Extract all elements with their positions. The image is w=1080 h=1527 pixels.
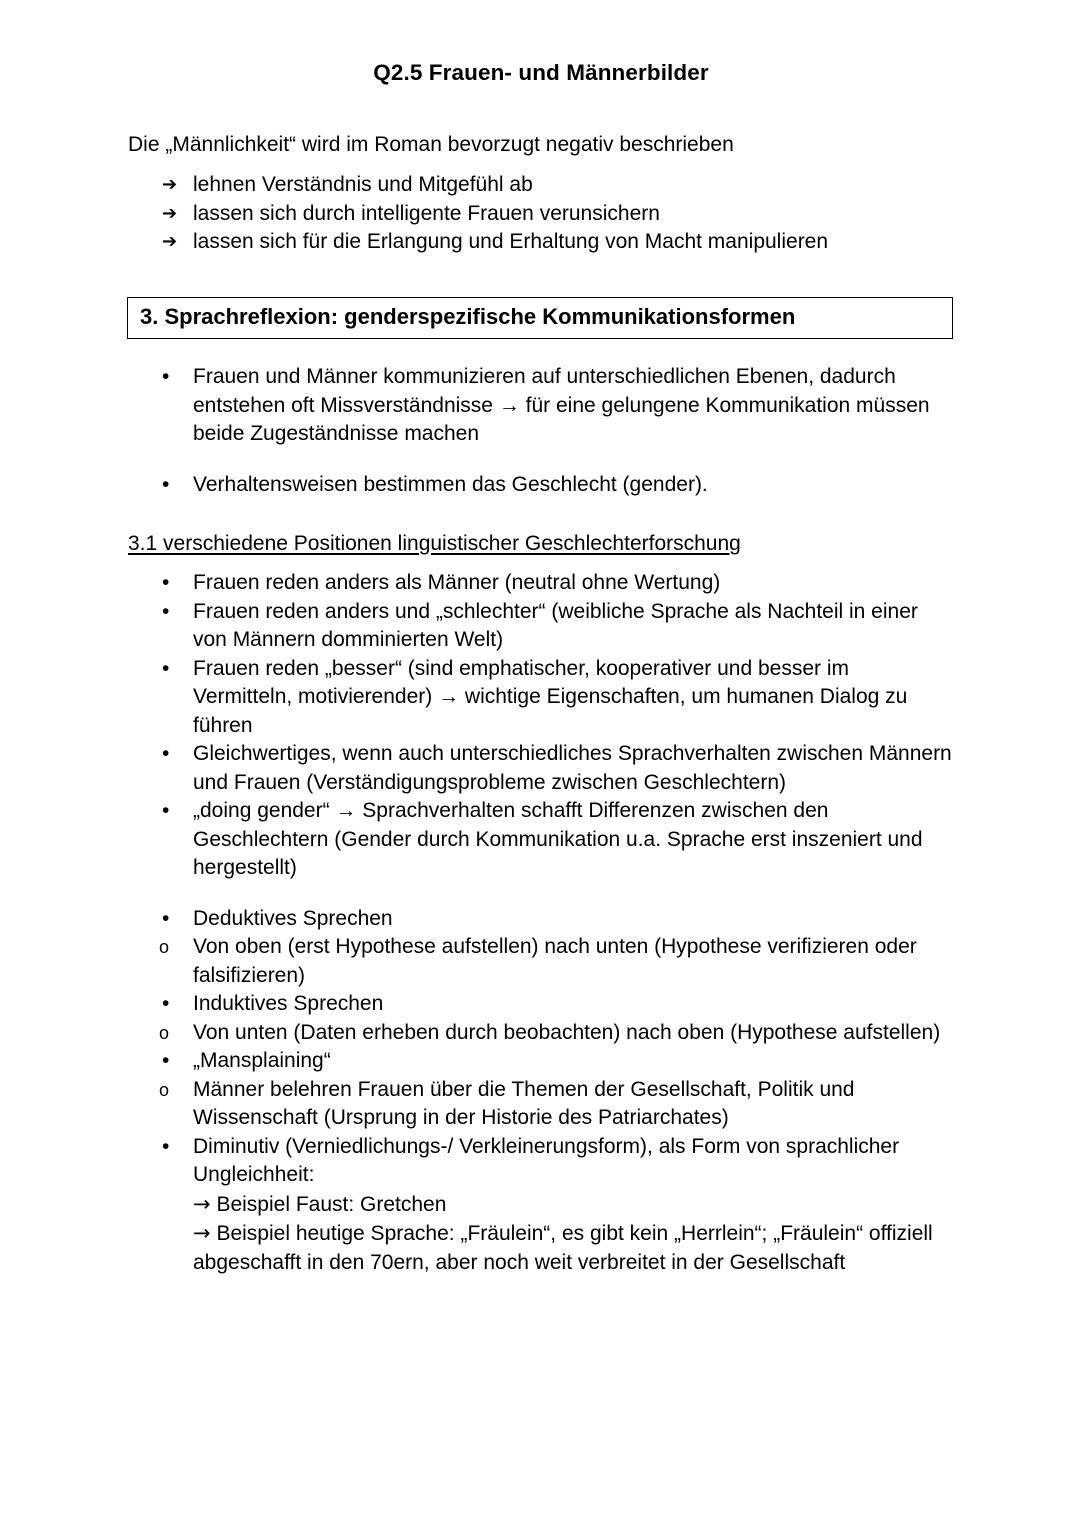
list-item-text: Verhaltensweisen bestimmen das Geschlecht (gender). bbox=[193, 472, 708, 496]
list-item-text: Gleichwertiges, wenn auch unterschiedliches Sprachverhalten zwischen Männern und Frauen (Verständigungsprobleme zwischen Geschlechtern) bbox=[193, 742, 952, 794]
list-item bbox=[128, 1047, 954, 1076]
bullet-dot-icon: • bbox=[162, 906, 170, 930]
sub-section-heading-3-1: 3.1 verschiedene Positionen linguistischer Geschlechterforschung bbox=[128, 532, 741, 555]
bullet-dot-icon: • bbox=[162, 799, 170, 822]
bullet-dot-icon: • bbox=[162, 472, 170, 496]
circle-bullet-icon: o bbox=[159, 1022, 170, 1043]
section-3-bullet-list bbox=[128, 363, 954, 499]
circle-bullet-icon: o bbox=[159, 937, 170, 957]
list-item-text: Frauen reden anders und „schlechter“ (weibliche Sprache als Nachteil in einer von Männern domminierten Welt) bbox=[193, 599, 918, 651]
list-item bbox=[128, 569, 954, 598]
bullet-dot-icon: • bbox=[162, 742, 170, 765]
arrow-right-icon: → bbox=[193, 1221, 211, 1245]
section-heading-boxed: 3. Sprachreflexion: genderspezifische Kommunikationsformen bbox=[127, 297, 953, 339]
sub-bullet-list bbox=[128, 1019, 954, 1048]
list-item-text: Von unten (Daten erheben durch beobachten) nach oben (Hypothese aufstellen) bbox=[193, 1020, 941, 1044]
circle-bullet-icon: o bbox=[159, 1079, 170, 1100]
list-item bbox=[153, 1019, 954, 1048]
list-item-text: Frauen und Männer kommunizieren auf unterschiedlichen Ebenen, dadurch entstehen oft Missverständnisse → für eine gelungene Kommunikation müssen beide Zugeständnisse machen bbox=[193, 365, 930, 445]
example-text: Beispiel heutige Sprache: „Fräulein“, es gibt kein „Herrlein“; „Fräulein“ offiziell abgeschafft in den 70ern, aber noch weit verbreitet in der Gesellschaft bbox=[193, 1222, 933, 1274]
list-item-text: Induktives Sprechen bbox=[193, 992, 384, 1015]
list-item-text: „doing gender“ → Sprachverhalten schafft Differenzen zwischen den Geschlechtern (Gender durch Kommunikation u.a. Sprache erst inszeniert und hergestellt) bbox=[193, 799, 923, 879]
list-item bbox=[128, 363, 954, 449]
list-item-text: lassen sich für die Erlangung und Erhaltung von Macht manipulieren bbox=[193, 230, 829, 253]
positions-bullet-list bbox=[128, 569, 954, 1277]
list-item-text: „Mansplaining“ bbox=[193, 1049, 331, 1072]
list-item-text: Frauen reden anders als Männer (neutral ohne Wertung) bbox=[193, 571, 721, 594]
bullet-dot-icon: • bbox=[162, 571, 170, 594]
bullet-dot-icon: • bbox=[162, 992, 170, 1015]
bullet-dot-icon: • bbox=[162, 365, 170, 388]
page-title: Q2.5 Frauen- und Männerbilder bbox=[373, 60, 709, 85]
example-line-2 bbox=[193, 1219, 954, 1277]
bullet-dot-icon: • bbox=[162, 656, 170, 680]
arrow-right-icon: ➔ bbox=[162, 174, 178, 195]
list-item bbox=[128, 228, 954, 257]
bullet-dot-icon: • bbox=[162, 1134, 170, 1158]
sub-bullet-list bbox=[128, 1076, 954, 1133]
list-item bbox=[153, 933, 954, 990]
list-item-text: lassen sich durch intelligente Frauen verunsichern bbox=[193, 201, 660, 225]
list-item bbox=[128, 797, 954, 883]
bullet-dot-icon: • bbox=[162, 1049, 170, 1072]
list-item-text: Frauen reden „besser“ (sind emphatischer, kooperativer und besser im Vermitteln, motivierender) → wichtige Eigenschaften, um humanen Dialog zu führen bbox=[193, 656, 908, 737]
list-item-text: Von oben (erst Hypothese aufstellen) nach unten (Hypothese verifizieren oder falsifizieren) bbox=[193, 935, 917, 987]
arrow-bullet-list bbox=[128, 171, 954, 257]
arrow-right-icon: ➔ bbox=[162, 231, 178, 252]
list-item bbox=[128, 740, 954, 797]
list-item bbox=[128, 598, 954, 655]
arrow-right-icon: ➔ bbox=[162, 202, 178, 224]
list-item bbox=[128, 171, 954, 200]
list-item-text: Deduktives Sprechen bbox=[193, 906, 393, 930]
list-item-text: lehnen Verständnis und Mitgefühl ab bbox=[193, 173, 533, 196]
arrow-right-icon: → bbox=[193, 1191, 211, 1216]
list-item bbox=[128, 1133, 954, 1278]
list-item bbox=[128, 200, 954, 229]
list-item bbox=[128, 655, 954, 741]
bullet-dot-icon: • bbox=[162, 599, 170, 623]
list-item-text: Männer belehren Frauen über die Themen der Gesellschaft, Politik und Wissenschaft (Ursprung in der Historie des Patriarchates) bbox=[193, 1077, 855, 1129]
example-text: Beispiel Faust: Gretchen bbox=[216, 1192, 447, 1216]
list-item bbox=[128, 905, 954, 934]
intro-paragraph: Die „Männlichkeit“ wird im Roman bevorzugt negativ beschrieben bbox=[128, 133, 734, 156]
list-item-text-continued: Ungleichheit: bbox=[193, 1163, 315, 1186]
list-item bbox=[128, 990, 954, 1019]
list-item bbox=[153, 1076, 954, 1133]
list-item bbox=[128, 471, 954, 500]
example-line-1 bbox=[193, 1190, 954, 1220]
sub-bullet-list bbox=[128, 933, 954, 990]
list-item-text: Diminutiv (Verniedlichungs-/ Verkleinerungsform), als Form von sprachlicher bbox=[193, 1134, 900, 1158]
